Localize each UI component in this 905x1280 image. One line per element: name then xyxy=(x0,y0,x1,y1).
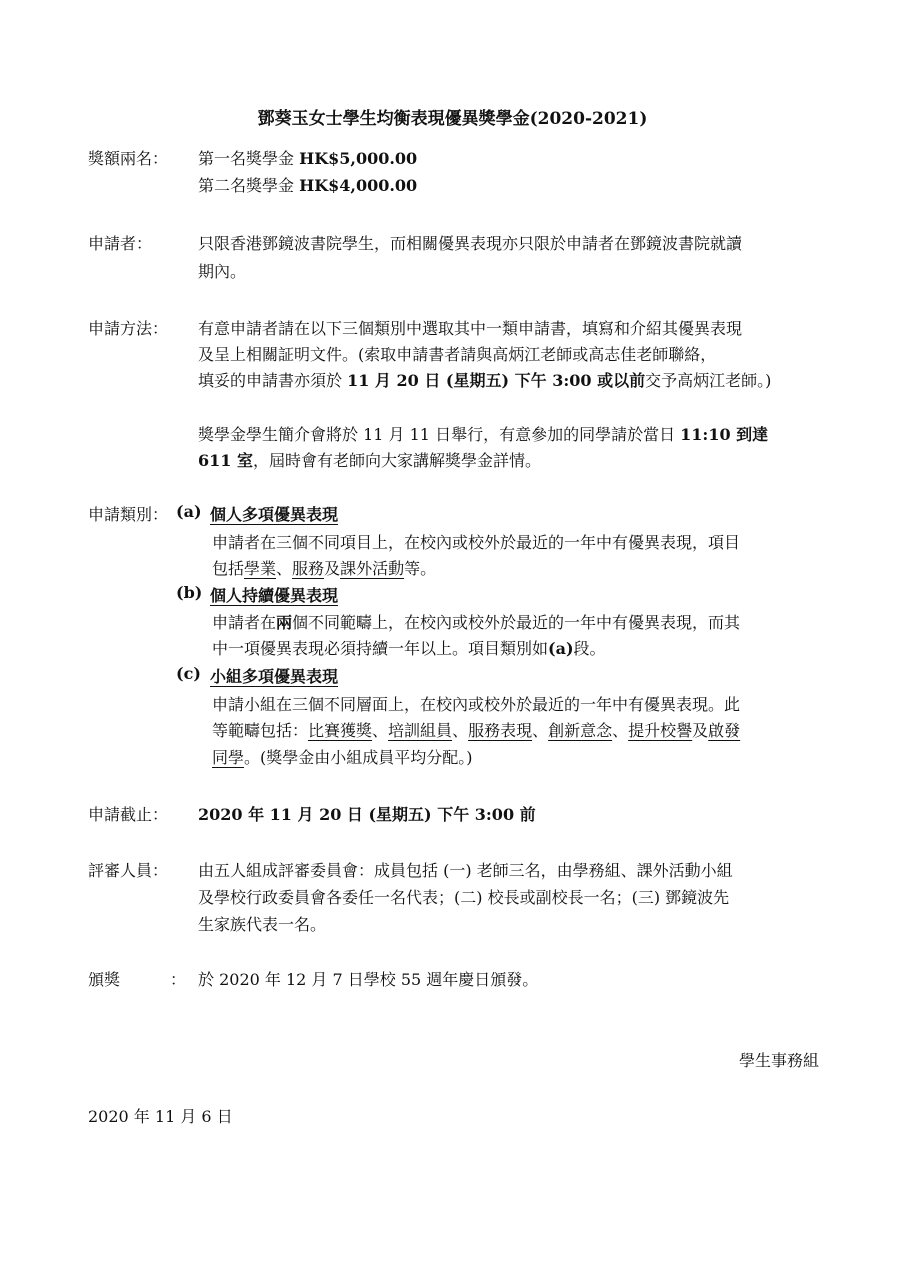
category-c-s3: 、 xyxy=(532,721,549,740)
deadline-label: 申請截止： xyxy=(88,805,169,824)
category-c-s4: 、 xyxy=(612,721,629,740)
applicant-line1: 只限香港鄧鏡波書院學生，而相關優異表現亦只限於申請者在鄧鏡波書院就讀 xyxy=(198,234,743,253)
applicant-label: 申請者： xyxy=(88,234,153,253)
briefing-line2 xyxy=(198,448,541,471)
presentation-text: 於 2020 年 12 月 7 日學校 55 週年慶日頒發。 xyxy=(198,970,539,989)
category-c-s1: 、 xyxy=(372,721,389,740)
category-b-heading: 個人持續優異表現 xyxy=(210,586,339,605)
award-second-amount: HK$4,000.00 xyxy=(299,176,418,195)
category-a-line2-prefix: 包括 xyxy=(212,559,245,578)
method-line3-c: 交予高炳江老師。) xyxy=(645,371,772,390)
judges-label: 評審人員： xyxy=(88,861,169,880)
judges-line1: 由五人組成評審委員會：成員包括 (一) 老師三名，由學務組、課外活動小組 xyxy=(198,861,733,880)
award-second-prefix: 第二名獎學金 xyxy=(198,176,300,195)
category-b-line2 xyxy=(212,636,606,659)
category-b-line1-b: 兩 xyxy=(276,613,293,632)
category-a-line1: 申請者在三個不同項目上，在校內或校外於最近的一年中有優異表現，項目 xyxy=(212,533,741,552)
method-line2: 及呈上相關証明文件。(索取申請書者請與高炳江老師或高志佳老師聯絡， xyxy=(198,345,717,364)
category-c-s2: 、 xyxy=(452,721,469,740)
category-c-s5: 及 xyxy=(692,721,709,740)
category-c-line3-rest: 。(獎學金由小組成員平均分配。) xyxy=(244,748,473,767)
category-c-item6: 啟發 xyxy=(708,721,741,740)
briefing-room: 611 室 xyxy=(198,451,253,470)
category-c-item5: 提升校譽 xyxy=(628,721,693,740)
method-line3-a: 填妥的申請書亦須於 xyxy=(198,371,348,390)
category-b-line1-a: 申請者在 xyxy=(212,613,277,632)
category-b-line2-a: 中一項優異表現必須持續一年以上。項目類別如 xyxy=(212,639,549,658)
category-c-line3-u: 同學 xyxy=(212,748,245,767)
category-a-end: 等。 xyxy=(404,559,437,578)
deadline-value: 2020 年 11 月 20 日 (星期五) 下午 3:00 前 xyxy=(198,805,536,824)
category-c-item1: 比賽獲獎 xyxy=(308,721,373,740)
category-a-heading: 個人多項優異表現 xyxy=(210,505,339,524)
category-c-item4: 創新意念 xyxy=(548,721,613,740)
category-c-item3: 服務表現 xyxy=(468,721,533,740)
briefing-line1 xyxy=(198,422,768,445)
category-c-line2 xyxy=(212,718,740,741)
category-c-item2: 培訓組員 xyxy=(388,721,453,740)
category-b-line2-c: 段。 xyxy=(573,639,606,658)
category-b-line1-c: 個不同範疇上，在校內或校外於最近的一年中有優異表現，而其 xyxy=(292,613,741,632)
method-deadline-bold: 11 月 20 日 (星期五) 下午 3:00 或以前 xyxy=(347,371,646,390)
method-line3 xyxy=(198,368,771,391)
category-a-sep1: 、 xyxy=(276,559,293,578)
category-a-item-academic: 學業 xyxy=(244,559,277,578)
category-a-item-service: 服務 xyxy=(292,559,325,578)
method-line1: 有意申請者請在以下三個類別中選取其中一類申請書，填寫和介紹其優異表現 xyxy=(198,319,743,338)
award-label: 獎額兩名： xyxy=(88,149,169,168)
award-first xyxy=(198,146,417,169)
briefing-line2-b: ，屆時會有老師向大家講解獎學金詳情。 xyxy=(252,451,541,470)
category-b-line1 xyxy=(212,610,740,633)
category-a-marker: (a) xyxy=(176,502,202,521)
judges-line2: 及學校行政委員會各委任一名代表；(二) 校長或副校長一名；(三) 鄧鏡波先 xyxy=(198,888,730,907)
page-title: 鄧葵玉女士學生均衡表現優異獎學金(2020-2021) xyxy=(257,109,648,129)
award-first-prefix: 第一名獎學金 xyxy=(198,149,300,168)
category-b-marker: (b) xyxy=(176,583,203,602)
category-c-line1: 申請小組在三個不同層面上，在校內或校外於最近的一年中有優異表現。此 xyxy=(212,695,741,714)
document-date: 2020 年 11 月 6 日 xyxy=(88,1107,233,1126)
signature: 學生事務組 xyxy=(738,1051,819,1070)
judges-line3: 生家族代表一名。 xyxy=(198,915,327,934)
applicant-line2: 期內。 xyxy=(198,262,247,281)
category-c-marker: (c) xyxy=(176,664,201,683)
category-a-sep2: 及 xyxy=(324,559,341,578)
category-b-line2-b: (a) xyxy=(548,639,574,658)
category-c-heading: 小組多項優異表現 xyxy=(210,667,339,686)
award-first-amount: HK$5,000.00 xyxy=(299,149,418,168)
method-label: 申請方法： xyxy=(88,319,169,338)
award-second xyxy=(198,173,417,196)
presentation-label: 頒獎 xyxy=(88,970,121,989)
category-a-item-eca: 課外活動 xyxy=(340,559,405,578)
briefing-time: 11:10 到達 xyxy=(680,425,769,444)
category-c-line2-a: 等範疇包括： xyxy=(212,721,309,740)
category-a-line2 xyxy=(212,556,436,579)
categories-label: 申請類別： xyxy=(88,505,169,524)
category-c-line3 xyxy=(212,745,473,768)
presentation-colon: ： xyxy=(170,970,187,989)
briefing-line1-a: 獎學金學生簡介會將於 11 月 11 日舉行，有意參加的同學請於當日 xyxy=(198,425,681,444)
